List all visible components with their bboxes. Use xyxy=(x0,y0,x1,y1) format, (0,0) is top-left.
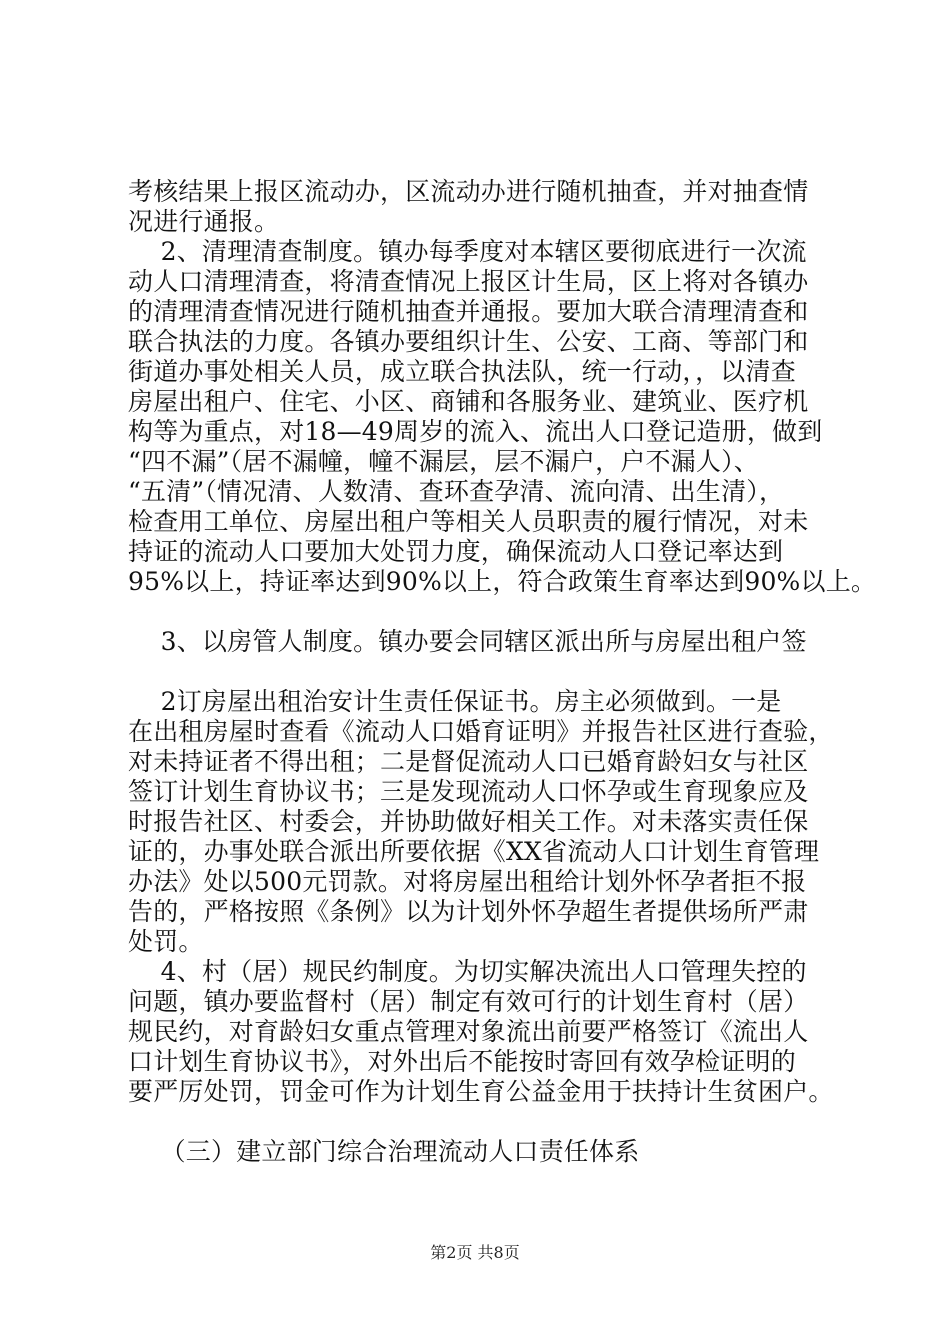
page-number: 第2页 共8页 xyxy=(430,1243,520,1262)
text-line: “五清”（情况清、人数清、查环查孕清、流向清、出生清）， xyxy=(128,477,785,506)
text-line: 3、以房管人制度。镇办要会同辖区派出所与房屋出租户签 xyxy=(128,627,807,656)
text-line: 持证的流动人口要加大处罚力度，确保流动人口登记率达到 xyxy=(128,537,784,566)
text-line: 签订计划生育协议书；三是发现流动人口怀孕或生育现象应及 xyxy=(128,777,809,806)
text-line: 告的，严格按照《条例》以为计划外怀孕超生者提供场所严肃 xyxy=(128,897,809,926)
text-line: 时报告社区、村委会，并协助做好相关工作。对未落实责任保 xyxy=(128,807,809,836)
text-line: 2、清理清查制度。镇办每季度对本辖区要彻底进行一次流 xyxy=(128,237,807,266)
section-heading: （三）建立部门综合治理流动人口责任体系 xyxy=(128,1137,640,1166)
text-line: 2订房屋出租治安计生责任保证书。房主必须做到。一是 xyxy=(128,687,782,716)
text-line: 构等为重点，对18—49周岁的流入、流出人口登记造册，做到 xyxy=(128,417,823,446)
text-line: 要严厉处罚，罚金可作为计划生育公益金用于扶持计生贫困户。 xyxy=(128,1077,834,1106)
text-line: 考核结果上报区流动办，区流动办进行随机抽查，并对抽查情 xyxy=(128,177,809,206)
text-line: 检查用工单位、房屋出租户等相关人员职责的履行情况，对未 xyxy=(128,507,809,536)
text-line: 规民约，对育龄妇女重点管理对象流出前要严格签订《流出人 xyxy=(128,1017,809,1046)
text-line: 对未持证者不得出租；二是督促流动人口已婚育龄妇女与社区 xyxy=(128,747,809,776)
text-line: 在出租房屋时查看《流动人口婚育证明》并报告社区进行查验， xyxy=(128,717,834,746)
text-line: 证的，办事处联合派出所要依据《XX省流动人口计划生育管理 xyxy=(128,837,820,866)
text-line: 4、村（居）规民约制度。为切实解决流出人口管理失控的 xyxy=(128,957,807,986)
text-line: 房屋出租户、住宅、小区、商铺和各服务业、建筑业、医疗机 xyxy=(128,387,809,416)
text-line: 况进行通报。 xyxy=(128,207,280,236)
text-line: “四不漏”（居不漏幢，幢不漏层，层不漏户，户不漏人）、 xyxy=(128,447,759,476)
text-line: 处罚。 xyxy=(128,927,204,956)
text-line: 问题，镇办要监督村（居）制定有效可行的计划生育村（居） xyxy=(128,987,809,1016)
text-line: 街道办事处相关人员，成立联合执法队，统一行动，，以清查 xyxy=(128,357,796,386)
text-line: 联合执法的力度。各镇办要组织计生、公安、工商、等部门和 xyxy=(128,327,809,356)
text-line: 口计划生育协议书》，对外出后不能按时寄回有效孕检证明的 xyxy=(128,1047,796,1076)
text-line: 动人口清理清查，将清查情况上报区计生局，区上将对各镇办 xyxy=(128,267,809,296)
text-line: 的清理清查情况进行随机抽查并通报。要加大联合清理清查和 xyxy=(128,297,809,326)
text-line: 办法》处以500元罚款。对将房屋出租给计划外怀孕者拒不报 xyxy=(128,867,807,896)
text-line: 95%以上，持证率达到90%以上，符合政策生育率达到90%以上。 xyxy=(128,567,877,596)
